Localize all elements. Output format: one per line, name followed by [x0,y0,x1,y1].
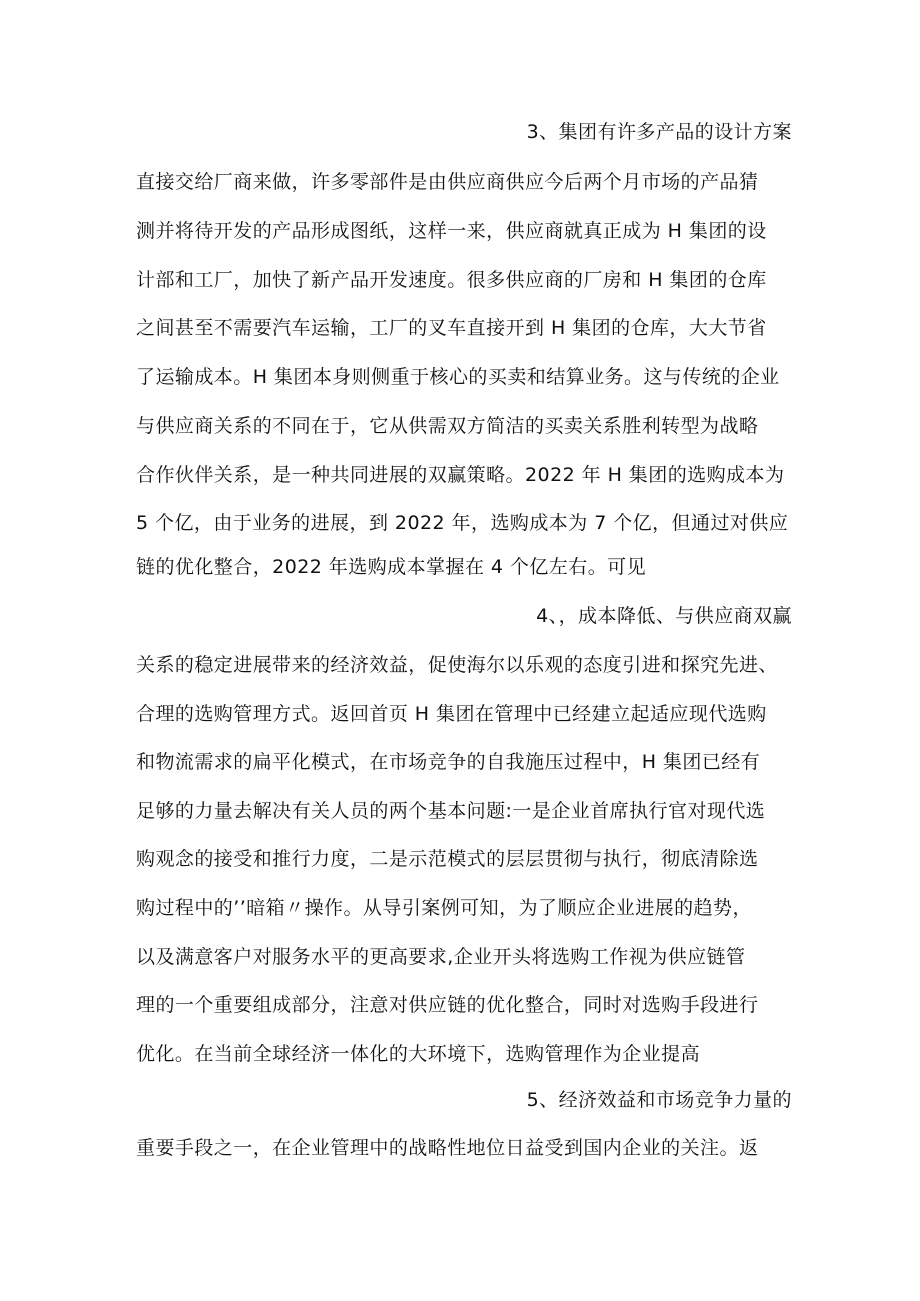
paragraph-line: 合作伙伴关系，是一种共同进展的双赢策略。2022 年 H 集团的选购成本为 [136,464,785,486]
paragraph-line: 合理的选购管理方式。返回首页 H 集团在管理中已经建立起适应现代选购 [136,703,767,725]
paragraph-line: 计部和工厂，加快了新产品开发速度。很多供应商的厂房和 H 集团的仓库 [136,269,767,291]
paragraph-line: 购过程中的’’暗箱〃操作。从导引案例可知，为了顺应企业进展的趋势， [136,897,752,919]
paragraph-line: 和物流需求的扁平化模式，在市场竞争的自我施压过程中，H 集团已经有 [136,751,761,773]
paragraph-line: 了运输成本。H 集团本身则侧重于核心的买卖和结算业务。这与传统的企业 [136,366,780,388]
paragraph-line: 关系的稳定进展带来的经济效益，促使海尔以乐观的态度引进和探究先进、 [136,654,778,676]
section-heading-3: 3、集团有许多产品的设计方案 [526,121,792,143]
section-heading-4: 4、，成本降低、与供应商双赢 [536,605,792,627]
paragraph-line: 之间甚至不需要汽车运输，工厂的叉车直接开到 H 集团的仓库，大大节省 [136,317,767,339]
paragraph-line: 优化。在当前全球经济一体化的大环境下，选购管理作为企业提高 [136,1043,701,1065]
paragraph-line: 与供应商关系的不同在于，它从供需双方简洁的买卖关系胜利转型为战略 [136,415,759,437]
section-heading-5: 5、经济效益和市场竞争力量的 [526,1089,792,1111]
paragraph-line: 链的优化整合，2022 年选购成本掌握在 4 个亿左右。可见 [136,556,647,578]
paragraph-line: 购观念的接受和推行力度，二是示范模式的层层贯彻与执行，彻底清除选 [136,848,759,870]
paragraph-line: 足够的力量去解决有关人员的两个基本问题:一是企业首席执行官对现代选 [136,800,766,822]
paragraph-line: 重要手段之一，在企业管理中的战略性地位日益受到国内企业的关注。返 [136,1137,759,1159]
paragraph-line: 测并将待开发的产品形成图纸，这样一来，供应商就真正成为 H 集团的设 [136,220,767,242]
paragraph-line: 以及满意客户对服务水平的更高要求,企业开头将选购工作视为供应链管 [136,946,746,968]
paragraph-line: 理的一个重要组成部分，注意对供应链的优化整合，同时对选购手段进行 [136,994,759,1016]
paragraph-line: 直接交给厂商来做，许多零部件是由供应商供应今后两个月市场的产品猜 [136,171,759,193]
paragraph-line: 5 个亿，由于业务的进展，到 2022 年，选购成本为 7 个亿，但通过对供应 [136,512,789,534]
